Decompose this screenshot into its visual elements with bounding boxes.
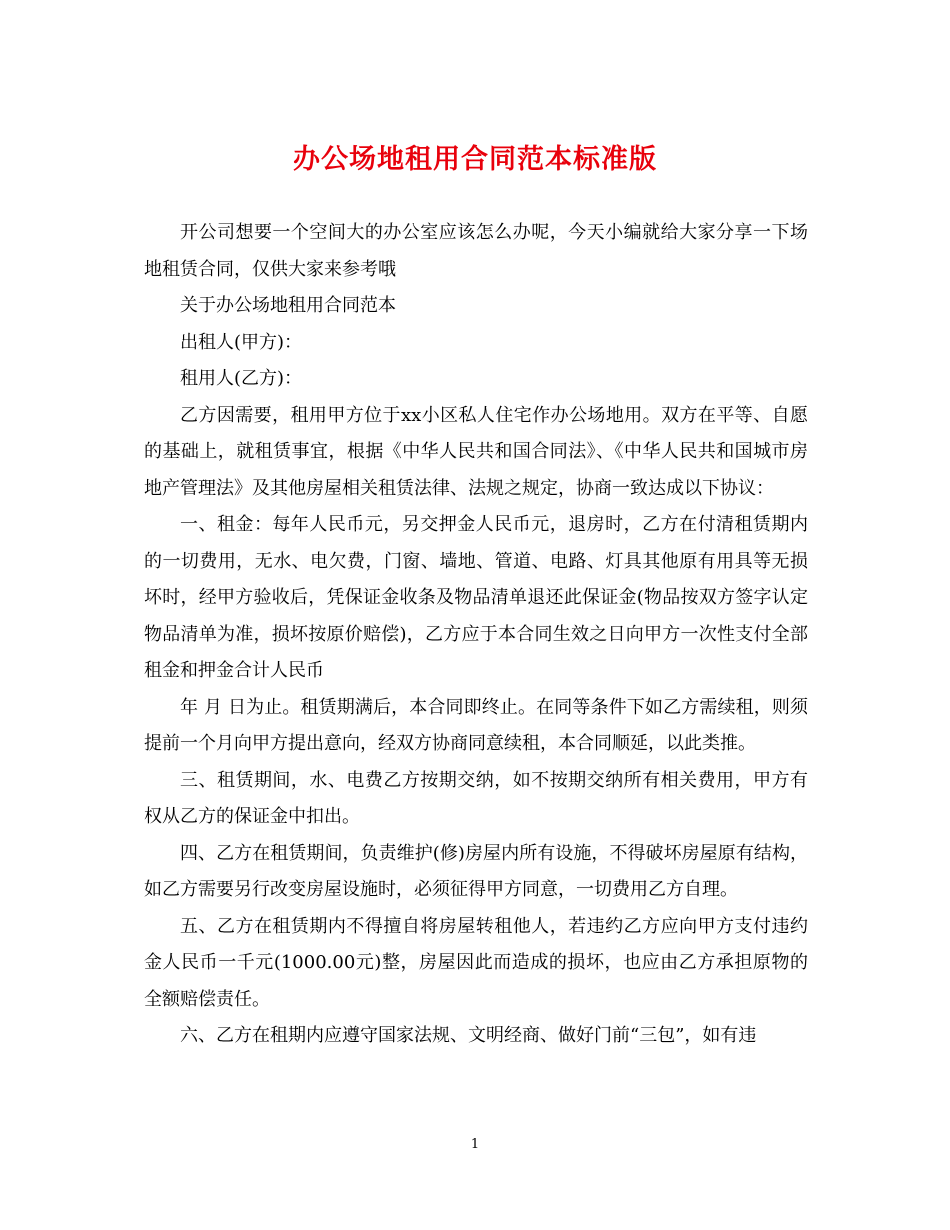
paragraph-lessor: 出租人(甲方)：: [180, 331, 303, 353]
document-title: 办公场地租用合同范本标准版: [293, 144, 657, 175]
paragraph-clause-5: 五、乙方在租赁期内不得擅自将房屋转租他人，若违约乙方应向甲方支付违约金人民币一千元(1000.00元)整，房屋因此而造成的损坏，也应由乙方承担原物的全额赔偿责任。: [144, 915, 808, 1010]
paragraph-lessee: 租用人(乙方)：: [180, 368, 303, 389]
paragraph-subtitle: 关于办公场地租用合同范本: [180, 295, 396, 316]
paragraph-clause-3: 三、租赁期间，水、电费乙方按期交纳，如不按期交纳所有相关费用，甲方有权从乙方的保证金中扣出。: [144, 769, 808, 827]
document-body: [144, 215, 808, 1055]
paragraph-clause-4: 四、乙方在租赁期间，负责维护(修)房屋内所有设施，不得破坏房屋原有结构，如乙方需要另行改变房屋设施时，必须征得甲方同意，一切费用乙方自理。: [144, 842, 808, 900]
paragraph-term: 年 月 日为止。租赁期满后，本合同即终止。在同等条件下如乙方需续租，则须提前一个月向甲方提出意向，经双方协商同意续租，本合同顺延，以此类推。: [144, 696, 808, 754]
page-number: 1: [470, 1137, 480, 1152]
paragraph-clause-6: 六、乙方在租期内应遵守国家法规、文明经商、做好门前“三包”，如有违: [180, 1025, 757, 1046]
paragraph-clause-1: 一、租金：每年人民币元，另交押金人民币元，退房时，乙方在付清租赁期内的一切费用，无水、电欠费，门窗、墙地、管道、电路、灯具其他原有用具等无损坏时，经甲方验收后，凭保证金收条及物品清单退还此保证金(物品按双方签字认定物品清单为准，损坏按原价赔偿)，乙方应于本合同生效之日向甲方一次性支付全部租金和押金合计人民币: [144, 514, 808, 681]
paragraph-preamble: 乙方因需要，租用甲方位于xx小区私人住宅作办公场地用。双方在平等、自愿的基础上，就租赁事宜，根据《中华人民共和国合同法》、《中华人民共和国城市房地产管理法》及其他房屋相关租赁法律、法规之规定，协商一致达成以下协议：: [144, 404, 808, 499]
paragraph-intro: 开公司想要一个空间大的办公室应该怎么办呢，今天小编就给大家分享一下场地租赁合同，仅供大家来参考哦: [144, 222, 808, 280]
